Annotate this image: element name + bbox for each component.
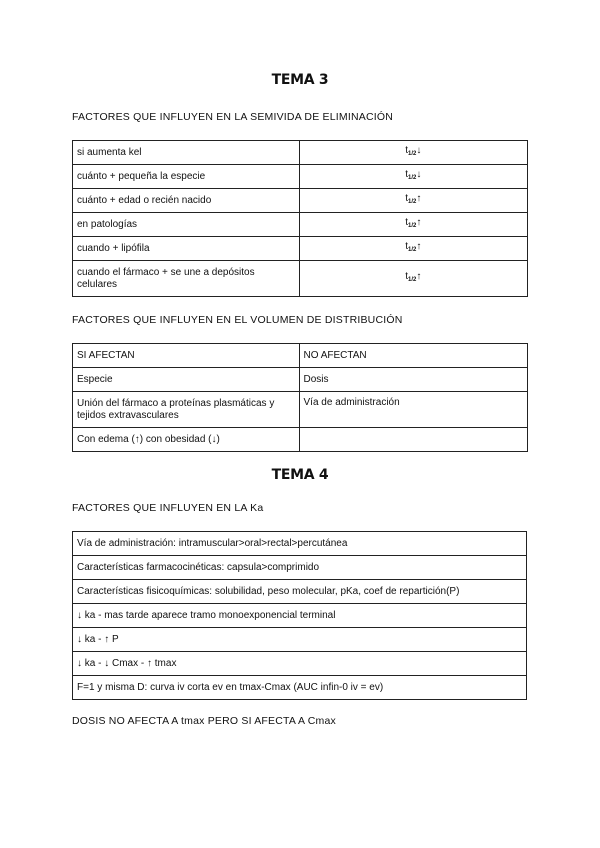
column-header-afectan: SI AFECTAN: [73, 344, 300, 368]
table-row: [73, 532, 527, 556]
ka-factor: ↓ ka - mas tarde aparece tramo monoexponencial terminal: [73, 604, 527, 628]
table-row: [73, 604, 527, 628]
no-afectan-cell: Vía de administración: [299, 392, 528, 428]
table-row: [73, 652, 527, 676]
dosis-note: DOSIS NO AFECTA A tmax PERO SI AFECTA A Cmax: [72, 715, 336, 727]
ka-factor: Características farmacocinéticas: capsula>comprimido: [73, 556, 527, 580]
semivida-factor: en patologías: [73, 213, 300, 237]
table-row: [73, 428, 528, 452]
semivida-factor: cuánto + pequeña la especie: [73, 165, 300, 189]
volumen-table: [72, 343, 528, 452]
semivida-effect: $t_{1/2}↓$: [299, 165, 527, 189]
semivida-table: [72, 140, 528, 297]
tema4-title: TEMA 4: [271, 467, 329, 483]
semivida-heading: FACTORES QUE INFLUYEN EN LA SEMIVIDA DE ELIMINACIÓN: [72, 111, 393, 123]
table-row: [73, 368, 528, 392]
table-row: [73, 165, 528, 189]
ka-table: [72, 531, 527, 700]
volumen-heading: FACTORES QUE INFLUYEN EN EL VOLUMEN DE DISTRIBUCIÓN: [72, 314, 403, 326]
ka-factor: F=1 y misma D: curva iv corta ev en tmax-Cmax (AUC infin-0 iv = ev): [73, 676, 527, 700]
table-row: [73, 556, 527, 580]
ka-factor: Vía de administración: intramuscular>oral>rectal>percutánea: [73, 532, 527, 556]
table-row: [73, 261, 528, 297]
table-header-row: [73, 344, 528, 368]
semivida-factor: si aumenta kel: [73, 141, 300, 165]
semivida-effect: $t_{1/2}↑$: [299, 261, 527, 297]
no-afectan-cell: Dosis: [299, 368, 528, 392]
table-row: [73, 213, 528, 237]
ka-factor: Características fisicoquímicas: solubilidad, peso molecular, pKa, coef de repartición(P): [73, 580, 527, 604]
ka-factor: ↓ ka - ↑ P: [73, 628, 527, 652]
ka-factor: ↓ ka - ↓ Cmax - ↑ tmax: [73, 652, 527, 676]
semivida-factor: cuando + lipófila: [73, 237, 300, 261]
tema3-title: TEMA 3: [271, 72, 329, 88]
semivida-effect: $t_{1/2}↑$: [299, 189, 527, 213]
afectan-cell: Unión del fármaco a proteínas plasmáticas y tejidos extravasculares: [73, 392, 300, 428]
semivida-effect: $t_{1/2}↓$: [299, 141, 527, 165]
semivida-effect: $t_{1/2}↑$: [299, 237, 527, 261]
table-row: [73, 392, 528, 428]
semivida-factor: cuando el fármaco + se une a depósitos celulares: [73, 261, 300, 297]
table-row: [73, 237, 528, 261]
afectan-cell: Especie: [73, 368, 300, 392]
column-header-no-afectan: NO AFECTAN: [299, 344, 528, 368]
table-row: [73, 676, 527, 700]
afectan-cell: Con edema (↑) con obesidad (↓): [73, 428, 300, 452]
semivida-factor: cuánto + edad o recién nacido: [73, 189, 300, 213]
table-row: [73, 141, 528, 165]
table-row: [73, 628, 527, 652]
no-afectan-cell: [299, 428, 528, 452]
table-row: [73, 189, 528, 213]
table-row: [73, 580, 527, 604]
semivida-effect: $t_{1/2}↑$: [299, 213, 527, 237]
ka-heading: FACTORES QUE INFLUYEN EN LA Ka: [72, 502, 264, 514]
